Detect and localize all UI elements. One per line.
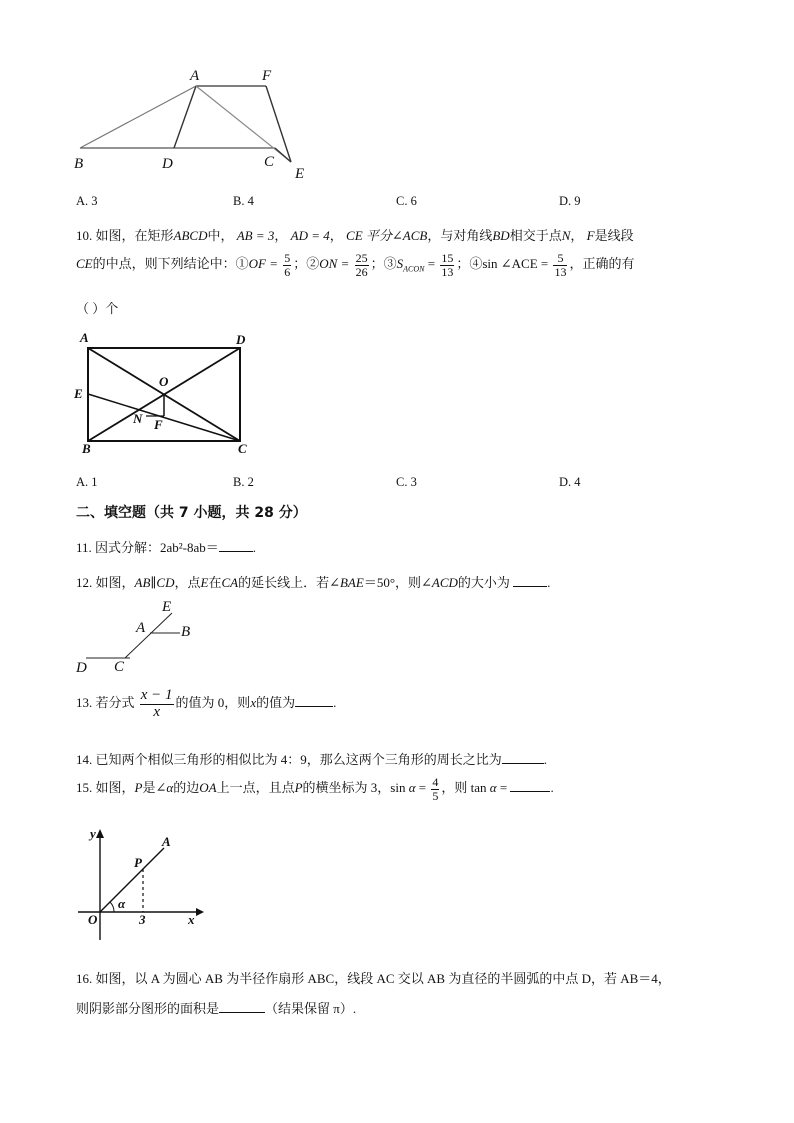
q12-label-c: C <box>114 659 125 675</box>
q9-option-a[interactable]: A. 3 <box>76 194 98 208</box>
q10-label-n: N <box>133 411 143 426</box>
q12-label-e: E <box>162 599 172 615</box>
q10-figure <box>70 330 260 458</box>
q9-label-d: D <box>162 156 173 172</box>
q10-line2: CE的中点，则下列结论中：①OF = $\frac{5}{6}$ ；②ON = $\frac{25}{26}$ ；$③S_{ACON}$ = $\frac{15}{13}$ ；④sin ∠ACE = $\frac{5}{13}$ ，正确的有 <box>76 251 635 279</box>
q9-option-c[interactable]: C. 6 <box>396 194 417 208</box>
q10-label-a: A <box>80 330 89 345</box>
q13-answer-blank[interactable] <box>295 694 333 707</box>
q10-option-c[interactable]: C. 3 <box>396 475 417 489</box>
q15-label-o: O <box>88 912 98 927</box>
q9-figure <box>70 62 320 187</box>
q14: 14. 已知两个相似三角形的相似比为 4：9，那么这两个三角形的周长之比为 . <box>76 752 548 767</box>
q12-answer-blank[interactable] <box>513 574 547 587</box>
q9-label-c: C <box>264 154 275 170</box>
q12-label-a: A <box>136 620 146 636</box>
q9-label-f: F <box>262 68 272 84</box>
q15-answer-blank[interactable] <box>510 779 550 792</box>
q13: 13. 若分式 $\frac{x - 1}{x}$ 的值为 0，则x的值为 . <box>76 687 337 720</box>
q10-label-c: C <box>238 441 247 456</box>
q10-label-f: F <box>154 417 163 432</box>
q15-label-3: 3 <box>139 912 146 927</box>
q12-label-d: D <box>76 660 87 676</box>
q10-label-e: E <box>74 386 83 401</box>
q11: 11. 因式分解：2ab²-8ab＝ . <box>76 540 257 555</box>
q12-label-b: B <box>181 624 191 640</box>
q10-option-a[interactable]: A. 1 <box>76 475 98 489</box>
q16-answer-blank[interactable] <box>219 1000 265 1013</box>
q15-label-y: y <box>90 826 96 841</box>
q9-option-d[interactable]: D. 9 <box>559 194 581 208</box>
q15-figure <box>70 824 210 944</box>
q10-option-d[interactable]: D. 4 <box>559 475 581 489</box>
q16-line1: 16. 如图，以 A 为圆心 AB 为半径作扇形 ABC，线段 AC 交以 AB 为直径的半圆弧的中点 D，若 AB＝4， <box>76 971 671 986</box>
q10-line3: （ ）个 <box>76 301 119 316</box>
q14-answer-blank[interactable] <box>502 751 544 764</box>
q15-label-a: A <box>162 834 171 849</box>
q9-label-a: A <box>190 68 200 84</box>
q16-line2: 则阴影部分图形的面积是 （结果保留 π）. <box>76 1001 357 1016</box>
q9-label-e: E <box>295 166 305 182</box>
q10-label-o: O <box>159 374 169 389</box>
section-heading-fill-blank: 二、填空题（共 7 小题，共 28 分） <box>76 505 307 521</box>
q10-option-b[interactable]: B. 2 <box>233 475 254 489</box>
q10-label-d: D <box>236 332 246 347</box>
q10-label-b: B <box>82 441 91 456</box>
q10-line1: 10. 如图，在矩形ABCD中， AB = 3， AD = 4， CE 平分∠ACB，与对角线BD相交于点N， F是线段 <box>76 228 634 243</box>
q15-label-alpha: α <box>118 896 126 911</box>
q9-option-b[interactable]: B. 4 <box>233 194 254 208</box>
q15: 15. 如图，P是∠α的边OA上一点，且点P的横坐标为 3，sin α = $\frac{4}{5}$ ，则 tan α = . <box>76 775 554 803</box>
q15-label-p: P <box>134 855 142 870</box>
q12-figure <box>70 598 210 678</box>
q15-label-x: x <box>188 912 195 927</box>
q11-answer-blank[interactable] <box>219 539 253 552</box>
q9-label-b: B <box>74 156 84 172</box>
q12: 12. 如图，AB∥CD，点E在CA的延长线上．若∠BAE＝50°，则∠ACD的大小为 . <box>76 575 551 590</box>
